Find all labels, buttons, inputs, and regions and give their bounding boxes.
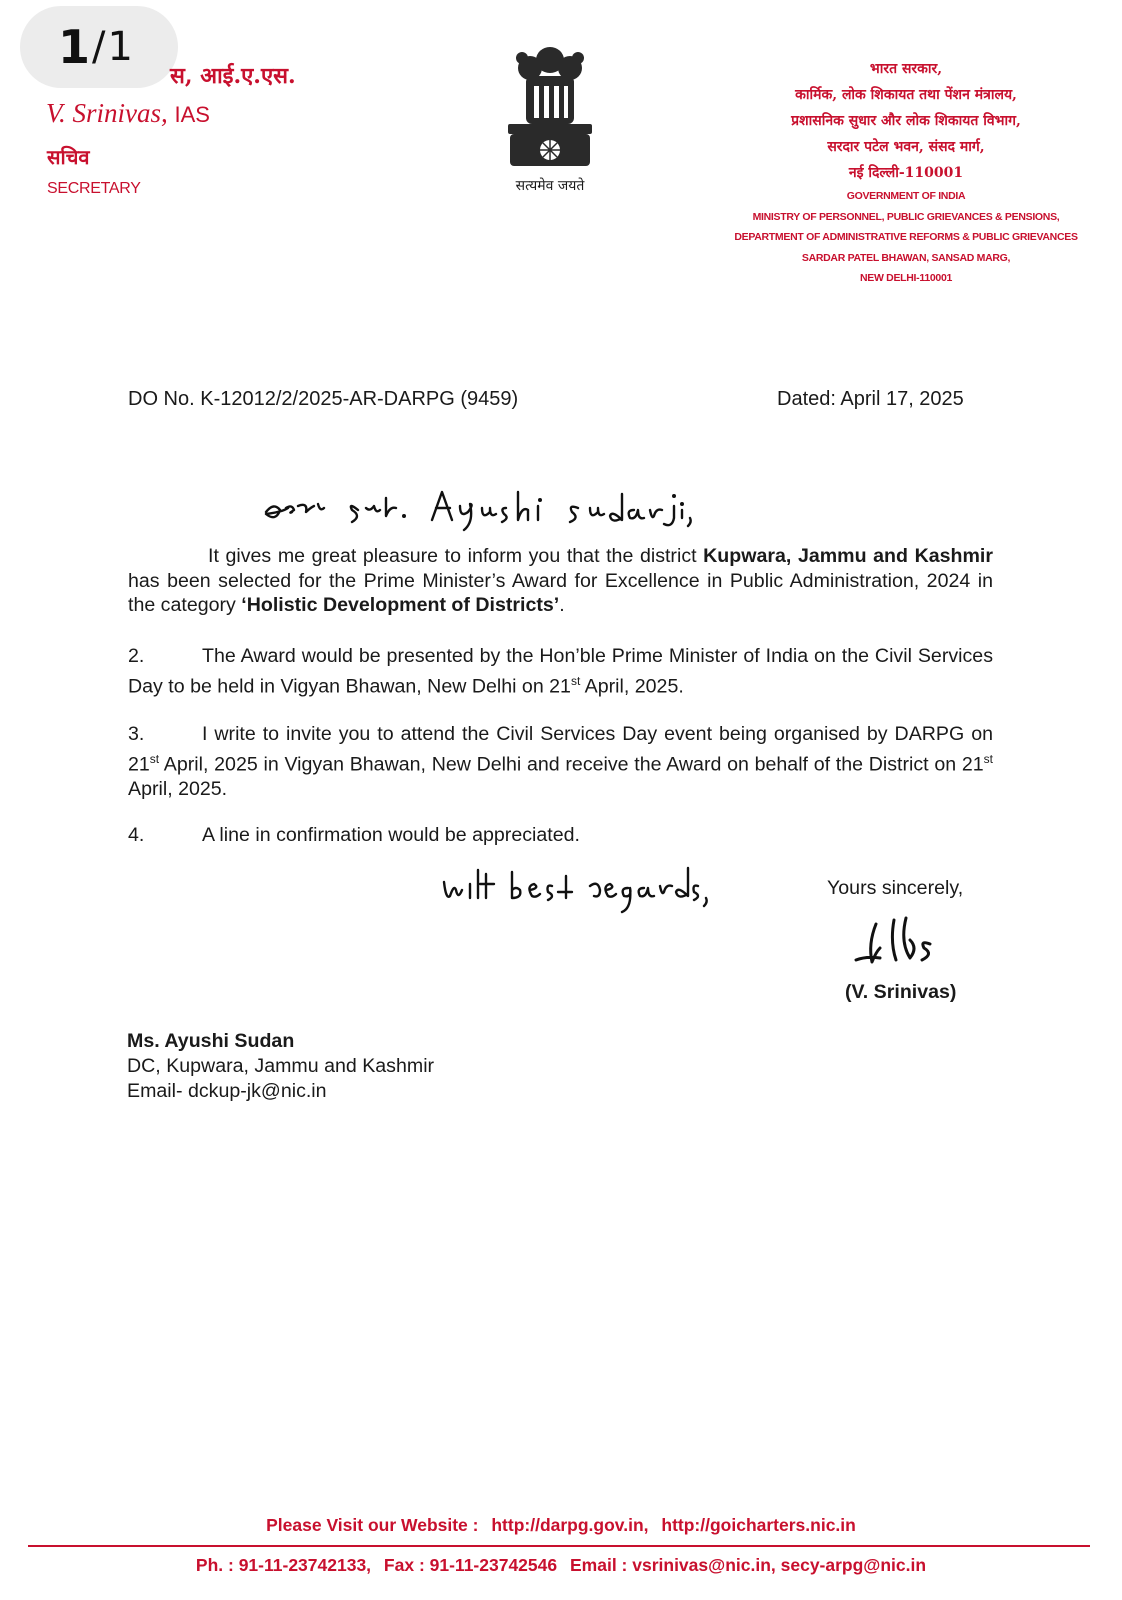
website-link-darpg[interactable]: http://darpg.gov.in, <box>491 1515 649 1535</box>
address-hindi-line: प्रशासनिक सुधार और लोक शिकायत विभाग, <box>791 113 1021 129</box>
footer-divider <box>28 1545 1090 1547</box>
p3-text: I write to invite you to attend the Civil Services Day event being organised by DARPG on 21 <box>128 723 993 776</box>
address-hindi-line: भारत सरकार, <box>869 61 943 77</box>
handwritten-salutation <box>262 488 702 538</box>
p1-text: It gives me great pleasure to inform you that the district <box>208 545 704 567</box>
english-designation: SECRETARY <box>47 180 141 197</box>
p2-number: 2. <box>128 645 145 667</box>
footer-email[interactable]: Email : vsrinivas@nic.in, secy-arpg@nic.in <box>570 1555 927 1575</box>
footer-websites <box>0 1515 1122 1536</box>
address-hindi-line: कार्मिक, लोक शिकायत तथा पेंशन मंत्रालय, <box>795 87 1017 103</box>
hindi-name: स, आई.ए.एस. <box>170 63 296 89</box>
hindi-designation: सचिव <box>47 145 90 169</box>
footer-phone: Ph. : 91-11-23742133, <box>195 1555 372 1575</box>
p1-district: Kupwara, Jammu and Kashmir <box>703 545 993 567</box>
paragraph-1 <box>128 544 993 618</box>
page-counter <box>20 6 178 88</box>
address-english-line: SARDAR PATEL BHAWAN, SANSAD MARG, <box>801 251 1011 264</box>
p4-number: 4. <box>128 824 145 846</box>
p3-sup: st <box>983 751 993 766</box>
signatory-name: (V. Srinivas) <box>845 981 957 1003</box>
footer-fax: Fax : 91-11-23742546 <box>383 1555 558 1575</box>
valediction: Yours sincerely, <box>827 877 964 899</box>
p1-text: . <box>559 594 565 616</box>
p4-text: A line in confirmation would be appreciated. <box>202 824 580 846</box>
website-label: Please Visit our Website : <box>266 1515 479 1535</box>
address-english-line: GOVERNMENT OF INDIA <box>846 190 966 202</box>
signature <box>850 910 960 972</box>
national-emblem-icon <box>500 38 600 176</box>
addressee-designation: DC, Kupwara, Jammu and Kashmir <box>127 1055 435 1077</box>
ministry-address <box>710 56 1102 289</box>
p3-number: 3. <box>128 723 145 745</box>
english-name-text: V. Srinivas, <box>46 98 168 128</box>
address-english-line: MINISTRY OF PERSONNEL, PUBLIC GRIEVANCES & PENSIONS, <box>752 210 1060 223</box>
motto: सत्यमेव जयते <box>515 178 585 194</box>
addressee-name: Ms. Ayushi Sudan <box>127 1030 295 1052</box>
paragraph-3 <box>128 722 993 801</box>
address-hindi-line: नई दिल्ली-110001 <box>848 165 964 181</box>
website-link-goicharters[interactable]: http://goicharters.nic.in <box>661 1515 856 1535</box>
footer-contacts <box>0 1555 1122 1576</box>
letter-date: Dated: April 17, 2025 <box>777 388 964 410</box>
p3-text: April, 2025 in Vigyan Bhawan, New Delhi and receive the Award on behalf of the District on 21 <box>159 753 984 776</box>
page-current: 1 <box>58 20 91 74</box>
p1-category: ‘Holistic Development of Districts’ <box>241 594 560 616</box>
english-name-suffix: IAS <box>174 102 210 127</box>
address-english-line: NEW DELHI-110001 <box>859 272 953 284</box>
do-number: DO No. K-12012/2/2025-AR-DARPG (9459) <box>128 388 519 410</box>
addressee-email: Email- dckup-jk@nic.in <box>127 1080 327 1102</box>
p2-text: April, 2025. <box>580 675 684 698</box>
addressee-block <box>127 1029 434 1104</box>
address-hindi-line: सरदार पटेल भवन, संसद मार्ग, <box>827 139 985 155</box>
page-separator: / <box>92 24 106 70</box>
paragraph-4 <box>128 823 993 848</box>
page-total: 1 <box>107 24 133 70</box>
paragraph-2 <box>128 644 993 699</box>
p3-sup: st <box>149 751 160 766</box>
handwritten-closing-note <box>440 862 710 922</box>
p3-text: April, 2025. <box>128 777 228 800</box>
english-name <box>46 98 210 129</box>
p2-text: The Award would be presented by the Hon’ble Prime Minister of India on the Civil Services Day to be held in Vigyan Bhawan, New Delhi on 21 <box>128 645 993 698</box>
address-english-line: DEPARTMENT OF ADMINISTRATIVE REFORMS & PUBLIC GRIEVANCES <box>734 231 1078 243</box>
p1-text: has been selected for the Prime Minister’s Award for Excellence in Public Administration, 2024 in the category <box>128 569 993 616</box>
p2-sup: st <box>570 673 581 688</box>
